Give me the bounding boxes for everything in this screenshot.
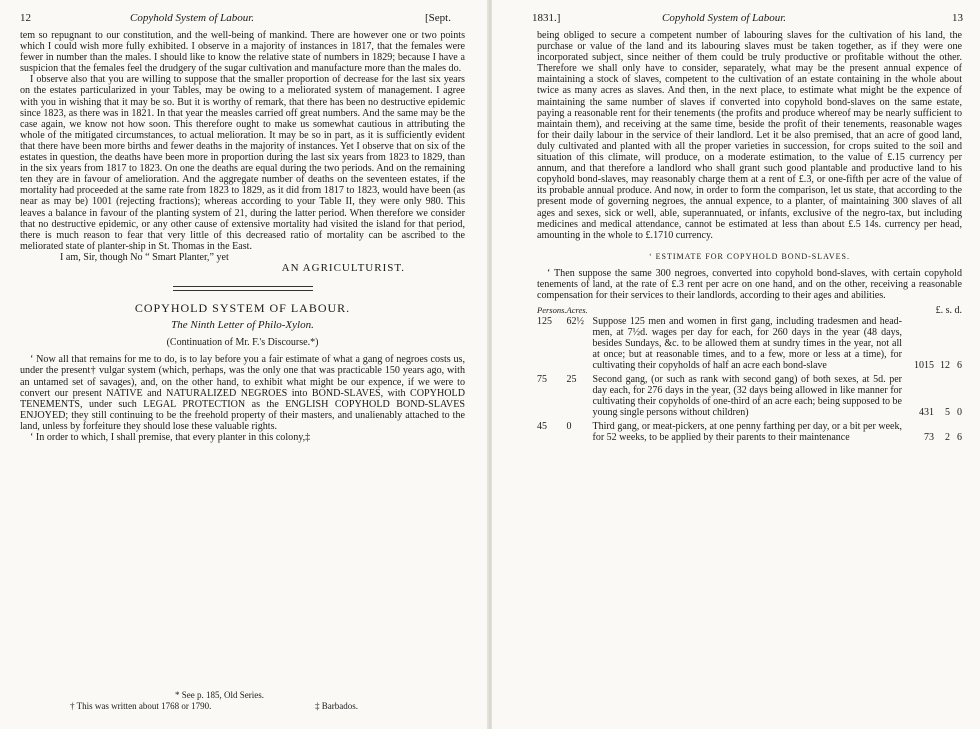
right-page [492,0,980,729]
table-row [537,371,962,418]
estimate-intro: ‘ Then suppose the same 300 negroes, converted into copyhold bond-slaves, with certain copyhold tenements of land, at the rate of £.3 rent per acre on one hand, and on the other, receiving a reasonable compensation for their services to their landlords, according to their ages and abilities. [537,267,962,302]
estimate-heading: ‘ ESTIMATE FOR COPYHOLD BOND-SLAVES. [649,251,850,261]
cell-pence: 6 [957,360,962,372]
cell-persons: 125 [537,316,552,328]
cell-shillings: 5 [945,407,950,419]
article-subtitle: The Ninth Letter of Philo-Xylon. [171,319,314,332]
continuation-note: (Continuation of Mr. F.'s Discourse.*) [166,337,319,349]
left-column [20,30,465,443]
cell-pounds: 431 [919,407,934,419]
cell-pounds: 1015 [914,360,934,372]
cell-shillings: 12 [940,360,950,372]
header-acres: Acres. [566,305,588,316]
paragraph: I observe also that you are willing to suppose that the smaller proportion of decrease for the last six years on the estates particularized in your Tables, may be owing to a meliorated system of management. I agree with you in wishing that it may be so. But it is worthy of remark, that there has been no destructive epidemic since 1823, as there was in 1821. In that year the measles carried off great numbers. And the same may be the case again, we know not how soon. This therefore ought to make us somewhat cautious in attributing the whole of the mitigated circumstances, to actual melioration. It may be so in part, as it is sufficiently evident that there have been more births and fewer deaths in the majority of instances. Yet I observe that on six of the estates in question, the deaths have been more in proportion during the last six years from 1823 to 1829, than in the six years from 1817 to 1823. On one the deaths are equal during the two periods. And on the remaining ten they are in favour of amelioration. And the aggregate number of deaths on the seventeen estates, if the mortality had proceeded at the same rate from 1823 to 1829, as it did from 1817 to 1823, would have been (as near as may be) 1001 (rejecting fractions); whereas according to your Table II, they were only 980. This leaves a balance in favour of the planting system of 21, during the latter period. When therefore we consider that no destructive epidemic, or any other cause of extensive mortality had visited the island for that period, there is much reason to fear that very little of this decreased ratio of mortality can be ascribed to the meliorated state of planter-ship in St. Thomas in the East. [20,74,465,252]
right-date: 1831.] [532,12,561,24]
cell-description: Third gang, or meat-pickers, at one penny farthing per day, or a bit per week, for 52 weeks, to be applied by their parents to their maintenance [592,421,902,444]
right-page-number: 13 [952,12,963,24]
signature: AN AGRICULTURIST. [281,261,405,274]
table-header-row [537,305,962,316]
paragraph: being obliged to secure a competent number of labouring slaves for the cultivation of his land, the purchase or value of the land and its labouring slaves must be taken together, as if they were one incorporated subject, since neither of them could be truly productive or profitable without the other. Therefore we shall only have to consider, separately, what may be the present annual expence of maintaining a stock of slaves, competent to the cultivation of an estate containing in the whole about twice as many acres as slaves. And then, in the next place, to estimate what might be the expence of maintaining the same number of slaves if converted into copyhold bond-slaves on the same estate, paying a reasonable rent for their tenements (the profits and produce whereof may be nearly sufficient to maintain them), and receiving at the same time, beside the profit of their tenements, reasonable wages for their daily labour in the service of their landlord. Let it be also premised, that an acre of good land, duly cultivated and planted with all the proper varieties in succession, for crops suited to the soil and situation of this climate, will produce, on a moderate estimation, to the value of £.15 currency per annum, and that therefore a landlord who shall grant such good plantable and productive land to his copyhold bond-slaves, may reasonably charge them at a rent of £.3, or one-fifth per acre of the value of its probable annual produce. And now, in order to form the comparison, let us state, that according to the present mode of governing negroes, the annual expence, to a planter, of maintaining 300 slaves of all ages and sexes, sick or well, able, superannuated, or infants, exclusive of the negro-tax, but including medicines and medical attendance, cannot be estimated at less than about £.5 14s. currency per head, amounting in the whole to £.1710 currency. [537,30,962,241]
cell-description: Suppose 125 men and women in first gang, including tradesmen and head-men, at 7½d. wages per day for each, for 260 days in the year (48 days, besides Sundays, &c. to be allowed them at sundry times in the year, not all at once; but at reasonable times, and to a few, more or less at a time), for cultivating their copyholds of half an acre each bond-slave [592,316,902,372]
right-running-title: Copyhold System of Labour. [662,12,787,24]
footnote: ‡ Barbados. [315,701,358,711]
cell-acres: 62½ [566,316,585,328]
paragraph: ‘ Now all that remains for me to do, is to lay before you a fair estimate of what a gang of negroes costs us, under the present† vulgar system (which, perhaps, was the only one that was practicable 150 years ago, with an untamed set of savages), and, on the other hand, to exhibit what might be our expence, if we were to convert our present NATIVE and NATURALIZED NEGROES into BOND-SLAVES, with COPYHOLD TENEMENTS, under such LEGAL PROTECTION as the ENGLISH COPYHOLD BOND-SLAVES ENJOYED; they still continuing to be the freehold property of their masters, and unalienably attached to the land, unless by forfeiture they should lose these valuable rights. [20,354,465,432]
left-date: [Sept. [425,12,451,24]
cell-description: Second gang, (or such as rank with second gang) of both sexes, at 5d. per day each, for 276 days in the year, (32 days being allowed in like manner for cultivating their copyholds of one-third of an acre each; being supposed to be young single persons without children) [592,374,902,419]
article-title: COPYHOLD SYSTEM OF LABOUR. [134,301,351,316]
closing-line: I am, Sir, though No “ Smart Planter,” yet [60,251,229,263]
cell-persons: 75 [537,374,547,386]
paragraph: ‘ In order to which, I shall premise, that every planter in this colony,‡ [30,432,311,443]
paragraph: tem so repugnant to our constitution, and the well-being of mankind. There are however one or two points which I could wish more fully exhibited. I observe in a majority of instances in 1817, that the females were fewer in number than the males. I should like to know the relative state of numbers in 1829; because I have a suspicion that the females feel the drudgery of the sugar cultivation and manufacture more than the males do. [20,30,465,75]
left-page [0,0,488,729]
cell-acres: 0 [566,421,572,433]
cell-pence: 0 [957,407,962,419]
header-money: £. s. d. [935,305,962,317]
footnote: * See p. 185, Old Series. [175,690,264,700]
cell-pounds: 73 [924,432,934,444]
cell-acres: 25 [566,374,577,386]
cell-shillings: 2 [945,432,950,444]
header-persons: Persons. [537,305,567,316]
cell-pence: 6 [957,432,962,444]
table-row [537,418,962,443]
left-page-number: 12 [20,12,31,24]
footnote: † This was written about 1768 or 1790. [70,701,212,711]
right-column [537,30,962,443]
cell-persons: 45 [537,421,547,433]
table-row [537,316,962,371]
estimate-table [537,305,962,443]
section-divider [173,286,313,291]
left-running-title: Copyhold System of Labour. [130,12,255,24]
